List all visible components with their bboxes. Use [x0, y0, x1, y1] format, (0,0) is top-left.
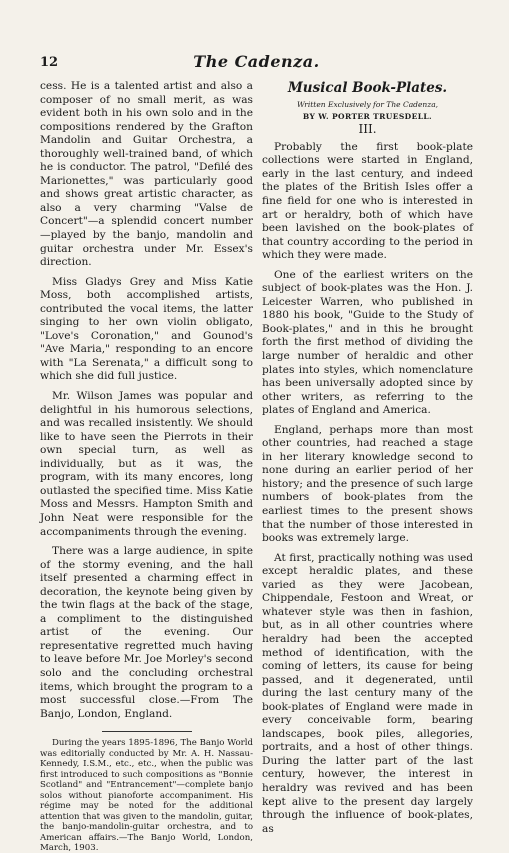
left-paragraph: Miss Gladys Grey and Miss Katie Moss, both accomplished artists, contributed the vocal items, the latter singing to her own violin obligato, "Love's Coronation," and Gounod's "Ave Maria," responding to an encore with "La Serenata," a difficult song to which she did full justice. — [40, 275, 253, 383]
article-author: BY W. PORTER TRUESDELL. — [302, 111, 433, 121]
right-paragraph: England, perhaps more than most other countries, had reached a stage in her literary knowledge second to none during an earlier period of her history; and the presence of such large numbers of book-plates from the earliest times to the present shows that the number of those interested in books was extremely large. — [262, 423, 473, 545]
left-column — [40, 80, 253, 853]
article-part-number: III. — [358, 122, 377, 137]
footnote: During the years 1895-1896, The Banjo World was editorially conducted by Mr. A. H. Nassau-Kennedy, I.S.M., etc., etc., when the public was first introduced to such compositions as "Bonnie Scotland" and "Entrancement"—complete banjo solos without pianoforte accompaniment. His régime may be noted for the additional attention that was given to the mandolin, guitar, the banjo-mandolin-guitar orchestra, and to American affairs.—The Banjo World, London, March, 1903. — [40, 738, 253, 853]
article-title: Musical Book-Plates. — [287, 80, 448, 96]
left-paragraph: There was a large audience, in spite of the stormy evening, and the hall itself presented a charming effect in decoration, the keynote being given by the twin flags at the back of the stage, a compliment to the distinguished artist of the evening. Our representative regretted much having to leave before Mr. Joe Morley's second solo and the concluding orchestral items, which brought the program to a most successful close.—From The Banjo, London, England. — [40, 545, 253, 720]
right-paragraph: Probably the first book-plate collections were started in England, early in the last century, and indeed the plates of the British Isles offer a fine field for one who is interested in art or heraldry, both of which have been lavished on the book-plates of that country according to the period in which they were made. — [262, 140, 473, 262]
left-paragraph: cess. He is a talented artist and also a composer of no small merit, as was evident both in his own solo and in the compositions rendered by the Grafton Mandolin and Guitar Orchestra, a thoroughly well-trained band, of which he is conductor. The patrol, "Defilé des Marionettes," was particularly good and shows great artistic character, as also a very charming "Valse de Concert"—a splendid concert number—played by the banjo, mandolin and guitar orchestra under Mr. Essex's direction. — [40, 80, 253, 269]
page-header — [40, 52, 473, 77]
page-number: 12 — [40, 55, 59, 70]
right-paragraph: At first, practically nothing was used except heraldic plates, and these varied as they were Jacobean, Chippendale, Festoon and Wreat, or whatever style was then in fashion, but, as in all other countries where heraldry had been the accepted method of identification, with the coming of letters, its cause for being passed, and it degenerated, until during the last century many of the book-plates of England were made in every conceivable form, bearing landscapes, book piles, allegories, portraits, and a host of other things. During the latter part of the last century, however, the interest in heraldry was revived and has been kept alive to the present day largely through the influence of book-plates, as — [262, 551, 473, 835]
masthead-title: The Cadenza. — [193, 52, 320, 71]
article-byline: Written Exclusively for The Cadenza, — [296, 100, 439, 110]
left-paragraph: Mr. Wilson James was popular and delightful in his humorous selections, and was recalled insistently. We should like to have seen the Pierrots in their own special turn, as well as individually, but as it was, the program, with its many encores, long outlasted the specified time. Miss Katie Moss and Messrs. Hampton Smith and John Neat were responsible for the accompaniments through the evening. — [40, 390, 253, 538]
footnote-divider — [102, 731, 192, 732]
right-column — [262, 80, 473, 836]
right-paragraph: One of the earliest writers on the subject of book-plates was the Hon. J. Leicester Warren, who published in 1880 his book, "Guide to the Study of Book-plates," and in this he brought forth the first method of dividing the large number of heraldic and other plates into styles, which nomenclature has been universally adopted since by other writers, as referring to the plates of England and America. — [262, 268, 473, 417]
